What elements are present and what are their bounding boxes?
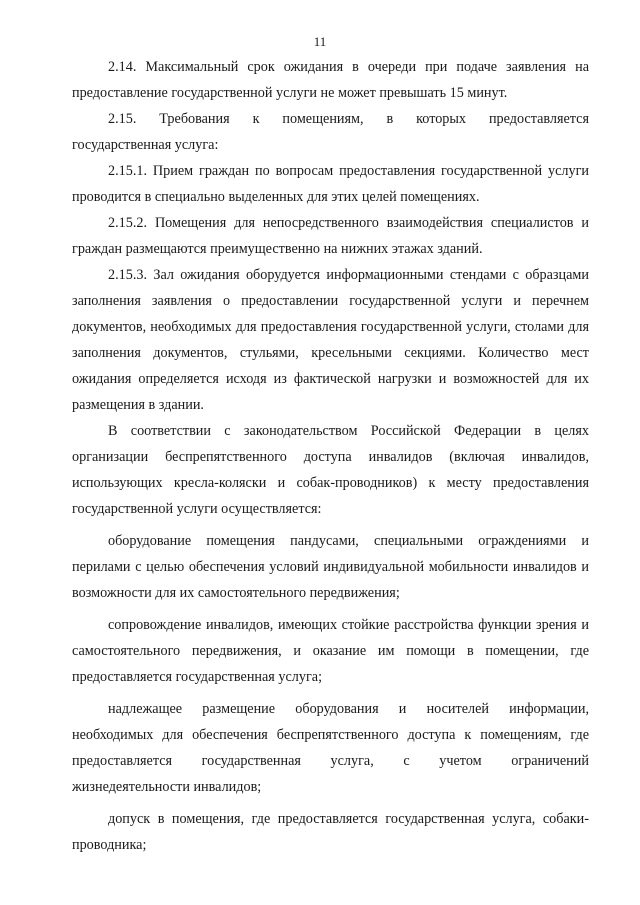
- word: Требования: [159, 111, 230, 127]
- word: учетом: [439, 753, 482, 769]
- word: 2.15.: [108, 111, 137, 127]
- word: помещениям,: [282, 111, 364, 127]
- word: которых: [416, 111, 467, 127]
- word: государственная: [201, 753, 301, 769]
- word: с: [403, 753, 410, 769]
- word: в: [386, 111, 394, 127]
- paragraph-accordance: В соответствии с законодательством Российской Федерации в целях организации беспрепятственного доступа инвалидов (включая инвалидов, использующих кресла-коляски и собак-проводников) к месту предоставления государственной услуги осуществляется:: [72, 423, 589, 517]
- paragraph-2-15-tail: государственная услуга:: [72, 137, 219, 153]
- document-body: [72, 54, 589, 858]
- paragraph-2-15-2: 2.15.2. Помещения для непосредственного взаимодействия специалистов и граждан размещаются преимущественно на нижних этажах зданий.: [72, 215, 589, 257]
- word: ограничений: [511, 753, 589, 769]
- paragraph-2-15-heading: [72, 106, 589, 132]
- paragraph-2-15-1: 2.15.1. Прием граждан по вопросам предоставления государственной услуги проводится в специально выделенных для этих целей помещениях.: [72, 163, 589, 205]
- paragraph-2-14: 2.14. Максимальный срок ожидания в очереди при подаче заявления на предоставление государственной услуги не может превышать 15 минут.: [72, 59, 589, 101]
- page-number: 11: [313, 34, 327, 49]
- list-item-escort: сопровождение инвалидов, имеющих стойкие расстройства функции зрения и самостоятельного передвижения, и оказание им помощи в помещении, где предоставляется государственная услуга;: [72, 617, 589, 685]
- list-item-equipment-spread: [72, 748, 589, 774]
- paragraph-2-15-3: 2.15.3. Зал ожидания оборудуется информационными стендами с образцами заполнения заявления о предоставлении государственной услуги и перечнем документов, необходимых для предоставления государственной услуги, столами для заполнения документов, стульями, кресельными секциями. Количество мест ожидания определяется исходя из фактической нагрузки и возможностей для их размещения в здании.: [72, 267, 589, 413]
- word: предоставляется: [488, 111, 589, 127]
- list-item-guide-dog: допуск в помещения, где предоставляется государственная услуга, собаки-проводника;: [72, 811, 589, 853]
- list-item-ramps: оборудование помещения пандусами, специальными ограждениями и перилами с целью обеспечения условий индивидуальной мобильности инвалидов и возможности для их самостоятельного передвижения;: [72, 533, 589, 601]
- word: услуга,: [330, 753, 374, 769]
- list-item-equipment: [72, 696, 589, 800]
- word: предоставляется: [72, 753, 173, 769]
- word: к: [252, 111, 260, 127]
- list-item-equipment-tail: жизнедеятельности инвалидов;: [72, 779, 262, 795]
- list-item-equipment-head: надлежащее размещение оборудования и носителей информации, необходимых для обеспечения беспрепятственного доступа к помещениям, где: [72, 701, 589, 743]
